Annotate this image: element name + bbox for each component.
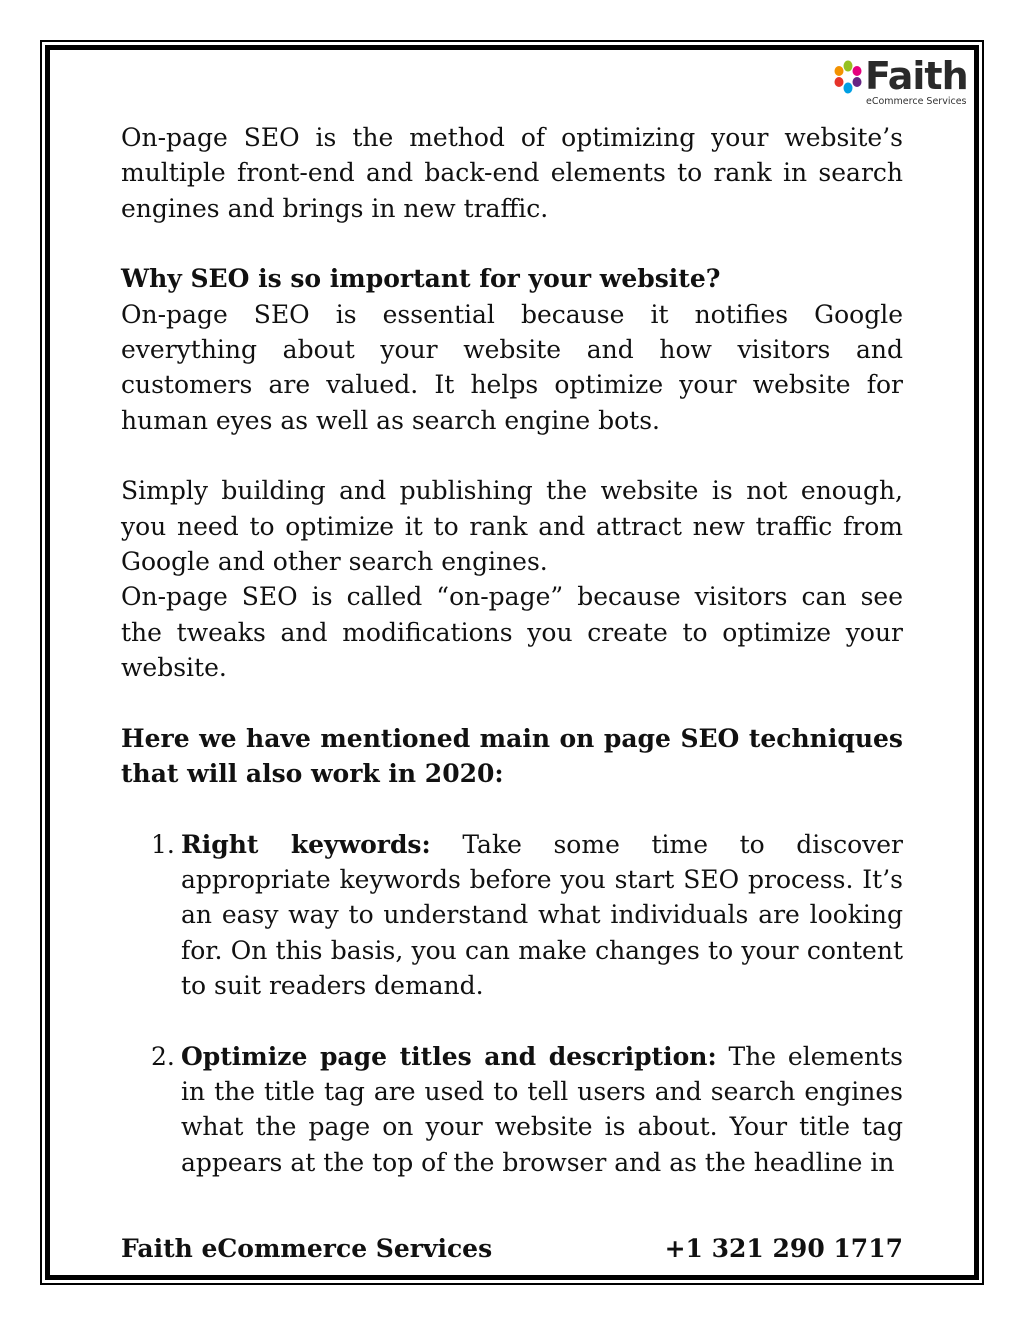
company-logo xyxy=(832,54,972,108)
publishing-paragraph: Simply building and publishing the website is not enough, you need to optimize it to rank and attract new traffic from Google and other search engines. xyxy=(121,476,903,577)
list-item xyxy=(121,827,903,1004)
section-heading-why-seo: Why SEO is so important for your website? xyxy=(121,264,721,294)
list-number: 2. xyxy=(151,1041,175,1071)
footer-phone-number: +1 321 290 1717 xyxy=(664,1234,903,1263)
flower-logo-icon xyxy=(832,60,864,96)
on-page-paragraph: On-page SEO is called “on-page” because visitors can see the tweaks and modifications you create to optimize your website. xyxy=(121,582,903,683)
footer-company-name: Faith eCommerce Services xyxy=(121,1234,493,1263)
why-seo-paragraph: On-page SEO is essential because it notifies Google everything about your website and how visitors and customers are valued. It helps optimize your website for human eyes as well as search engine bots. xyxy=(121,299,903,435)
logo-wordmark: Faith xyxy=(865,54,968,98)
list-item-title: Optimize page titles and description: xyxy=(181,1041,717,1071)
list-item xyxy=(121,1039,903,1181)
section-heading-techniques: Here we have mentioned main on page SEO techniques that will also work in 2020: xyxy=(121,723,903,789)
logo-tagline: eCommerce Services xyxy=(866,96,967,107)
list-item-title: Right keywords: xyxy=(181,829,431,859)
document-body xyxy=(121,120,903,1180)
page-footer xyxy=(121,1232,903,1266)
list-item-text: Take some time to discover appropriate keywords before you start SEO process. It’s an easy way to understand what individuals are looking for. On this basis, you can make changes to your content to suit readers demand. xyxy=(181,829,904,1001)
list-number: 1. xyxy=(151,829,175,859)
intro-paragraph: On-page SEO is the method of optimizing your website’s multiple front-end and back-end elements to rank in search engines and brings in new traffic. xyxy=(121,123,903,223)
list-item-text: The elements in the title tag are used to tell users and search engines what the page on your website is about. Your title tag appears at the top of the browser and as the headline in xyxy=(181,1041,903,1177)
